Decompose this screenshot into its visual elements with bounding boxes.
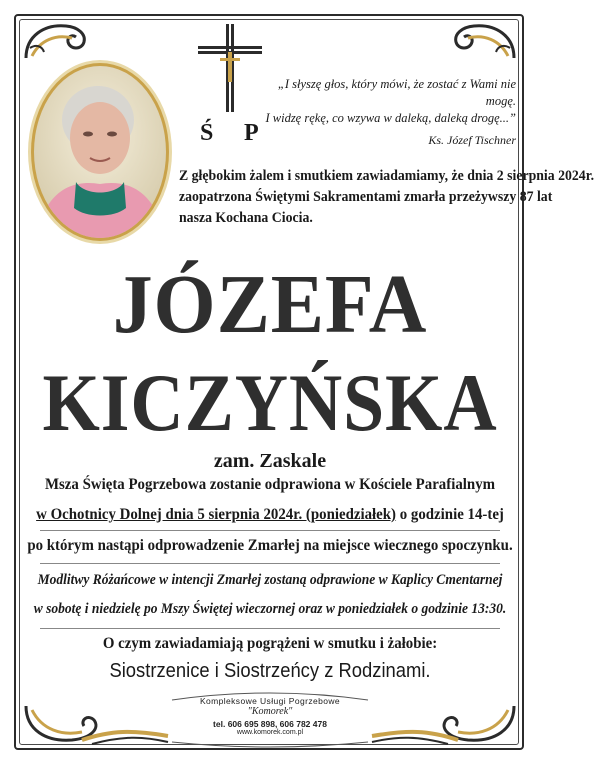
divider — [40, 530, 500, 531]
quote-author: Ks. Józef Tischner — [428, 133, 516, 147]
funeral-home-name: "Komorek" — [247, 706, 293, 717]
funeral-home-services: Kompleksowe Usługi Pogrzebowe — [199, 696, 341, 706]
intro-line-2: zaopatrzona Świętymi Sakramentami zmarła przeżywszy 87 lat — [179, 189, 553, 205]
prayer-line-1: Modlitwy Różańcowe w intencji Zmarłej zostaną odprawione w Kaplicy Cmentarnej — [37, 572, 503, 588]
announcement-mourners-intro: O czym zawiadamiają pogrążeni w smutku i żałobie: — [102, 635, 438, 652]
cross-letter-s: Ś — [200, 120, 215, 146]
deceased-last-name: KICZYŃSKA — [42, 357, 498, 448]
funeral-line-2 — [19, 506, 521, 524]
top-right-ornament-icon — [448, 18, 518, 62]
top-left-ornament-icon — [22, 18, 92, 62]
funeral-time: o godzinie 14-tej — [396, 506, 504, 523]
cross-icon — [196, 22, 264, 114]
divider — [40, 563, 500, 564]
bottom-right-ornament-icon — [368, 700, 518, 748]
funeral-line-1: Msza Święta Pogrzebowa zostanie odprawiona w Kościele Parafialnym — [44, 476, 496, 493]
funeral-date-underlined: w Ochotnicy Dolnej dnia 5 sierpnia 2024r. (poniedziałek) — [36, 506, 397, 523]
funeral-line-3: po którym nastąpi odprowadzenie Zmarłej na miejsce wiecznego spoczynku. — [27, 537, 513, 554]
deceased-portrait — [26, 58, 174, 246]
bottom-left-ornament-icon — [22, 700, 172, 748]
announcement-intro — [179, 166, 594, 229]
cross-letter-p: P — [244, 120, 260, 146]
funeral-home-website: www.komorek.com.pl — [236, 729, 304, 736]
intro-line-1: Z głębokim żalem i smutkiem zawiadamiamy, że dnia 2 sierpnia 2024r. — [179, 168, 594, 184]
epitaph-quote — [264, 76, 516, 149]
deceased-first-name: JÓZEFA — [112, 258, 428, 351]
divider — [40, 628, 500, 629]
funeral-home — [170, 696, 370, 736]
mourners: Siostrzenice i Siostrzeńcy z Rodzinami. — [109, 660, 431, 682]
prayer-line-2: w sobotę i niedzielę po Mszy Świętej wieczornej oraz w poniedziałek o godzinie 13:30. — [33, 601, 507, 617]
intro-line-3: nasza Kochana Ciocia. — [179, 210, 313, 226]
quote-line-2: I widzę rękę, co wzywa w daleką, daleką drogę...” — [265, 111, 516, 125]
funeral-home-phones: tel. 606 695 898, 606 782 478 — [213, 719, 327, 729]
deceased-residence: zam. Zaskale — [213, 450, 327, 472]
quote-line-1: „I słyszę głos, który mówi, że zostać z Wami nie mogę. — [277, 77, 516, 108]
